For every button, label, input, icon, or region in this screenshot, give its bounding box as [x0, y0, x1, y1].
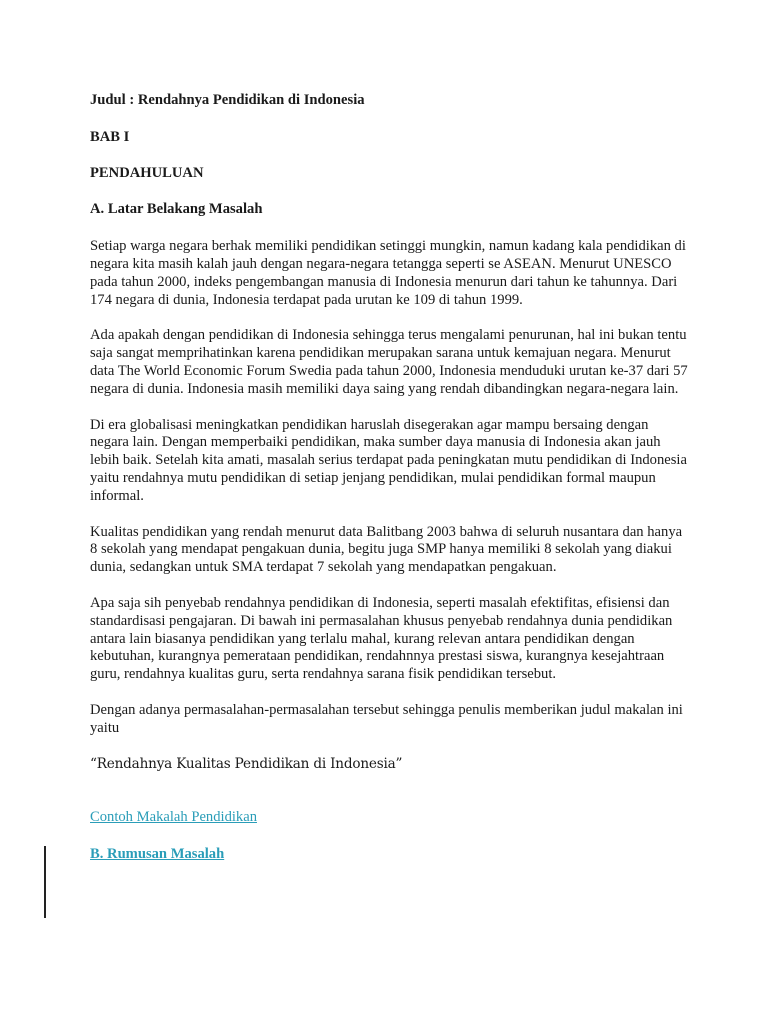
- paragraph-5: Apa saja sih penyebab rendahnya pendidikan di Indonesia, seperti masalah efektifitas, efisiensi dan standardisasi pengajaran. Di bawah ini permasalahan khusus penyebab rendahnya dunia pendidikan antara lain biasanya pendidikan yang terlalu mahal, kurang relevan antara pendidikan dengan kebutuhan, kurangnya pemerataan pendidikan, rendahnnya prestasi siswa, kurangnya kesejahtraan guru, rendahnya kualitas guru, serta rendahnya sarana fisik pendidikan tersebut.: [90, 594, 673, 683]
- section-heading-a: A. Latar Belakang Masalah: [90, 201, 263, 218]
- paragraph-2: Ada apakah dengan pendidikan di Indonesia sehingga terus mengalami penurunan, hal ini bukan tentu saja sangat memprihatinkan karena pendidikan merupakan sarana untuk kemajuan negara. Menurut data The World Economic Forum Swedia pada tahun 2000, Indonesia menduduki urutan ke-37 dari 57 negara di dunia. Indonesia masih memiliki daya saing yang rendah dibandingkan negara-negara lain.: [90, 327, 688, 397]
- chapter-title: PENDAHULUAN: [90, 164, 204, 181]
- title-quote: “Rendahnya Kualitas Pendidikan di Indonesia”: [90, 755, 403, 772]
- paragraph-6: Dengan adanya permasalahan-permasalahan tersebut sehingga penulis memberikan judul makalan ini yaitu: [90, 701, 683, 736]
- link-rumusan-masalah[interactable]: B. Rumusan Masalah: [90, 846, 225, 863]
- paragraph-1: Setiap warga negara berhak memiliki pendidikan setinggi mungkin, namun kadang kala pendidikan di negara kita masih kalah jauh dengan negara-negara tetangga seperti se ASEAN. Menurut UNESCO pada tahun 2000, indeks pengembangan manusia di Indonesia menurun dari tahun ke tahunnya. Dari 174 negara di dunia, Indonesia terdapat pada urutan ke 109 di tahun 1999.: [90, 238, 686, 308]
- paragraph-4: Kualitas pendidikan yang rendah menurut data Balitbang 2003 bahwa di seluruh nusantara dan hanya 8 sekolah yang mendapat pengakuan dunia, begitu juga SMP hanya memiliki 8 sekolah yang diakui dunia, sedangkan untuk SMA terdapat 7 sekolah yang mendapatkan pengakuan.: [90, 523, 683, 576]
- chapter-number: BAB I: [90, 128, 130, 145]
- document-page: [90, 92, 690, 864]
- paragraph-3: Di era globalisasi meningkatkan pendidikan haruslah disegerakan agar mampu bersaing dengan negara lain. Dengan memperbaiki pendidikan, maka sumber daya manusia di Indonesia akan jauh lebih baik. Setelah kita amati, masalah serius terdapat pada peningkatan mutu pendidikan di Indonesia yaitu rendahnya mutu pendidikan di setiap jenjang pendidikan, mulai pendidikan formal maupun informal.: [90, 416, 687, 504]
- document-title: Judul : Rendahnya Pendidikan di Indonesia: [90, 92, 365, 108]
- link-contoh-makalah[interactable]: Contoh Makalah Pendidikan: [90, 809, 257, 826]
- margin-change-bar: [44, 846, 46, 918]
